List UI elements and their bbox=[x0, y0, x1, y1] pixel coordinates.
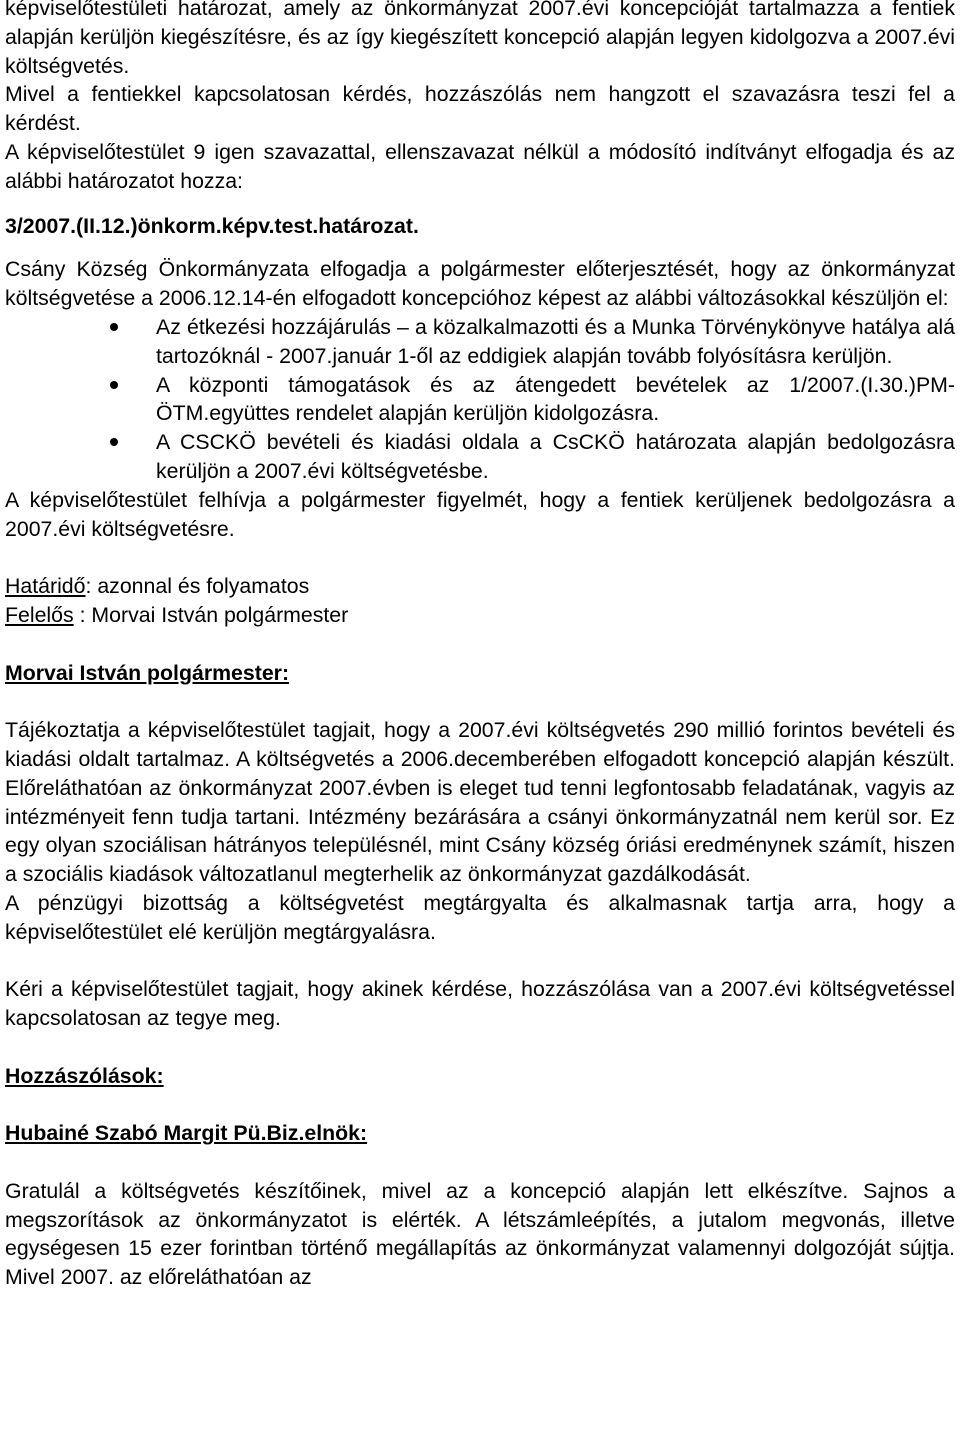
comments-heading: Hozzászólások: bbox=[5, 1063, 164, 1088]
ordinance-bullet-list bbox=[5, 313, 955, 486]
bullet-icon bbox=[110, 438, 118, 446]
ordinance-bullet-item bbox=[5, 428, 955, 486]
speaker-1-paragraph-1: Tájékoztatja a képviselőtestület tagjait, hogy a 2007.évi költségvetés 290 millió forintos bevételi és kiadási oldalt tartalmaz. A költségvetés a 2006.decemberében elfogadott koncepció alapján készült. Előreláthatóan az önkormányzat 2007.évben is eleget tud tenni legfontosabb feladatának, vagyis az intézményeit fenn tudja tartani. Intézmény bezárására a csányi önkormányzatnál nem kerül sor. Ez egy olyan szociálisan hátrányos településnél, mint Csány község óriási eredménynek számít, hiszen a szociális kiadások változatlanul megterhelik az önkormányzat gazdálkodását. bbox=[5, 718, 955, 887]
ordinance-number: 3/2007.(II.12.)önkorm.képv.test.határozat. bbox=[5, 213, 419, 238]
ordinance-bullet-item bbox=[5, 371, 955, 429]
intro-paragraph-2: Mivel a fentiekkel kapcsolatosan kérdés, hozzászólás nem hangzott el szavazásra teszi fel a kérdést. bbox=[5, 82, 955, 136]
intro-paragraph-3: A képviselőtestület 9 igen szavazattal, ellenszavazat nélkül a módosító indítványt elfogadja és az alábbi határozatot hozza: bbox=[5, 139, 955, 193]
speaker-1-paragraph-2: A pénzügyi bizottság a költségvetést megtárgyalta és alkalmasnak tartja arra, hogy a képviselőtestület elé kerüljön megtárgyalásra. bbox=[5, 890, 955, 944]
bullet-icon bbox=[110, 381, 118, 389]
deadline-line bbox=[5, 572, 955, 601]
speaker-1-paragraph-3: Kéri a képviselőtestület tagjait, hogy akinek kérdése, hozzászólása van a 2007.évi költségvetéssel kapcsolatosan az tegye meg. bbox=[5, 977, 955, 1031]
ordinance-text: Csány Község Önkormányzata elfogadja a polgármester előterjesztését, hogy az önkormányzat költségvetése a 2006.12.14-én elfogadott koncepcióhoz képest az alábbi változásokkal készüljön el: bbox=[5, 257, 955, 311]
responsible-label: Felelős bbox=[5, 602, 74, 627]
speaker-2-heading: Hubainé Szabó Margit Pü.Biz.elnök: bbox=[5, 1121, 368, 1146]
bullet-icon bbox=[110, 323, 118, 331]
responsible-line bbox=[5, 601, 955, 630]
deadline-label: Határidő bbox=[5, 574, 86, 599]
ordinance-bullet-item bbox=[5, 313, 955, 371]
bullet-text: A központi támogatások és az átengedett bevételek az 1/2007.(I.30.)PM-ÖTM.együttes rendelet alapján kerüljön kidolgozásra. bbox=[156, 372, 955, 426]
ordinance-closing: A képviselőtestület felhívja a polgármester figyelmét, hogy a fentiek kerüljenek bedolgozásra a 2007.évi költségvetésre. bbox=[5, 487, 955, 541]
deadline-value: : azonnal és folyamatos bbox=[85, 574, 310, 599]
bullet-text: Az étkezési hozzájárulás – a közalkalmazotti és a Munka Törvénykönyve hatálya alá tartozóknál - 2007.január 1-ől az eddigiek alapján tovább folyósításra kerüljön. bbox=[156, 314, 955, 368]
speaker-2-paragraph: Gratulál a költségvetés készítőinek, mivel az a koncepció alapján lett elkészítve. Sajnos a megszorítások az önkormányzatot is elérték. A létszámleépítés, a jutalom megvonás, illetve egységesen 15 ezer forintban történő megállapítás az önkormányzat valamennyi dolgozóját sújtja. Mivel 2007. az előreláthatóan az bbox=[5, 1178, 955, 1290]
intro-paragraph-1: képviselőtestületi határozat, amely az önkormányzat 2007.évi koncepcióját tartalmazza a fentiek alapján kerüljön kiegészítésre, és az így kiegészített koncepció alapján legyen kidolgozva a 2007.évi költségvetés. bbox=[5, 0, 955, 78]
bullet-text: A CSCKÖ bevételi és kiadási oldala a CsCKÖ határozata alapján bedolgozásra kerüljön a 2007.évi költségvetésbe. bbox=[156, 430, 955, 483]
responsible-value: : Morvai István polgármester bbox=[73, 602, 349, 627]
speaker-1-heading: Morvai István polgármester: bbox=[5, 660, 290, 685]
document-page bbox=[5, 0, 955, 1292]
